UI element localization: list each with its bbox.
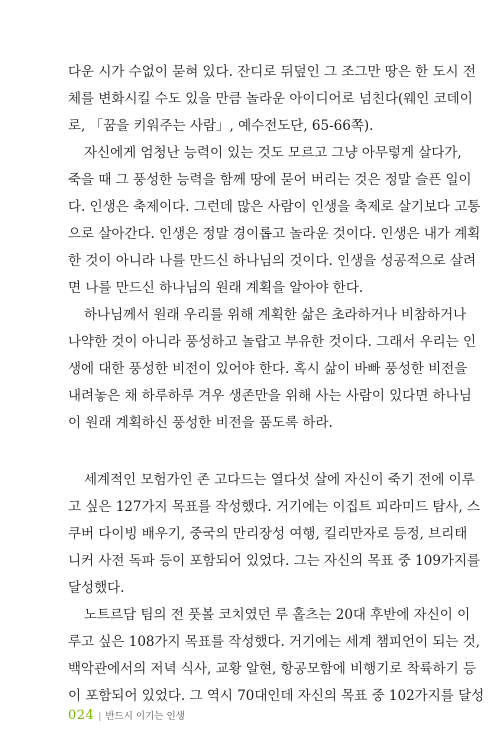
text-line: 다. 인생은 축제이다. 그런데 많은 사람이 인생을 축제로 살기보다 고통 xyxy=(68,199,481,215)
text-line: 노트르담 팀의 전 풋볼 코치였던 루 홀츠는 20대 후반에 자신이 이 xyxy=(84,607,471,623)
text-line: 하나님께서 원래 우리를 위해 계획한 삶은 초라하거나 비참하거나 xyxy=(84,307,467,323)
page-number: 024 xyxy=(68,708,95,723)
text-line: 다운 시가 수없이 묻혀 있다. 잔디로 뒤덮인 그 조그만 땅은 한 도시 전 xyxy=(68,64,476,80)
text-line: 루고 싶은 108가지 목표를 작성했다. 거기에는 세계 챔피언이 되는 것, xyxy=(68,634,481,650)
text-line: 세계적인 모험가인 존 고다드는 열다섯 살에 자신이 죽기 전에 이루 xyxy=(84,472,475,488)
text-line: 이 원래 계획하신 풍성한 비전을 품도록 하라. xyxy=(68,415,333,431)
text-line: 로, 「꿈을 키워주는 사람」, 예수전도단, 65-66쪽). xyxy=(68,118,374,134)
text-line: 생에 대한 풍성한 비전이 있어야 한다. 혹시 삶이 바빠 풍성한 비전을 xyxy=(68,361,468,377)
text-line: 죽을 때 그 풍성한 능력을 함께 땅에 묻어 버리는 것은 정말 슬픈 일이 xyxy=(68,172,472,188)
running-title: 반드시 이기는 인생 xyxy=(105,711,185,722)
text-line: 한 것이 아니라 나를 만드신 하나님의 것이다. 인생을 성공적으로 살려 xyxy=(68,253,477,269)
page-footer xyxy=(68,708,185,726)
text-line: 쿠버 다이빙 배우기, 중국의 만리장성 여행, 킬리만자로 등정, 브리태 xyxy=(68,526,468,542)
text-line: 체를 변화시킬 수도 있을 만큼 놀라운 아이디어로 넘친다(웨인 코데이 xyxy=(68,91,473,107)
text-line: 고 싶은 127가지 목표를 작성했다. 거기에는 이집트 피라미드 탐사, 스 xyxy=(68,499,481,515)
text-line: 달성했다. xyxy=(68,580,125,596)
text-line: 으로 살아간다. 인생은 정말 경이롭고 놀라운 것이다. 인생은 내가 계획 xyxy=(68,226,481,242)
text-line: 니커 사전 독파 등이 포함되어 있었다. 그는 자신의 목표 중 109가지를 xyxy=(68,553,481,569)
text-line: 면 나를 만드신 하나님의 원래 계획을 알아야 한다. xyxy=(68,280,364,296)
text-line: 내려놓은 채 하루하루 겨우 생존만을 위해 사는 사람이 있다면 하나님 xyxy=(68,388,472,404)
footer-separator: | xyxy=(98,712,102,722)
text-line: 백악관에서의 저녁 식사, 교황 알현, 항공모함에 비행기로 착륙하기 등 xyxy=(68,661,477,677)
text-line: 나약한 것이 아니라 풍성하고 놀랍고 부유한 것이다. 그래서 우리는 인 xyxy=(68,334,477,350)
text-line: 이 포함되어 있었다. 그 역시 70대인데 자신의 목표 중 102가지를 달성 xyxy=(68,688,485,704)
text-line: 자신에게 엄청난 능력이 있는 것도 모르고 그냥 아무렇게 살다가, xyxy=(84,145,462,161)
